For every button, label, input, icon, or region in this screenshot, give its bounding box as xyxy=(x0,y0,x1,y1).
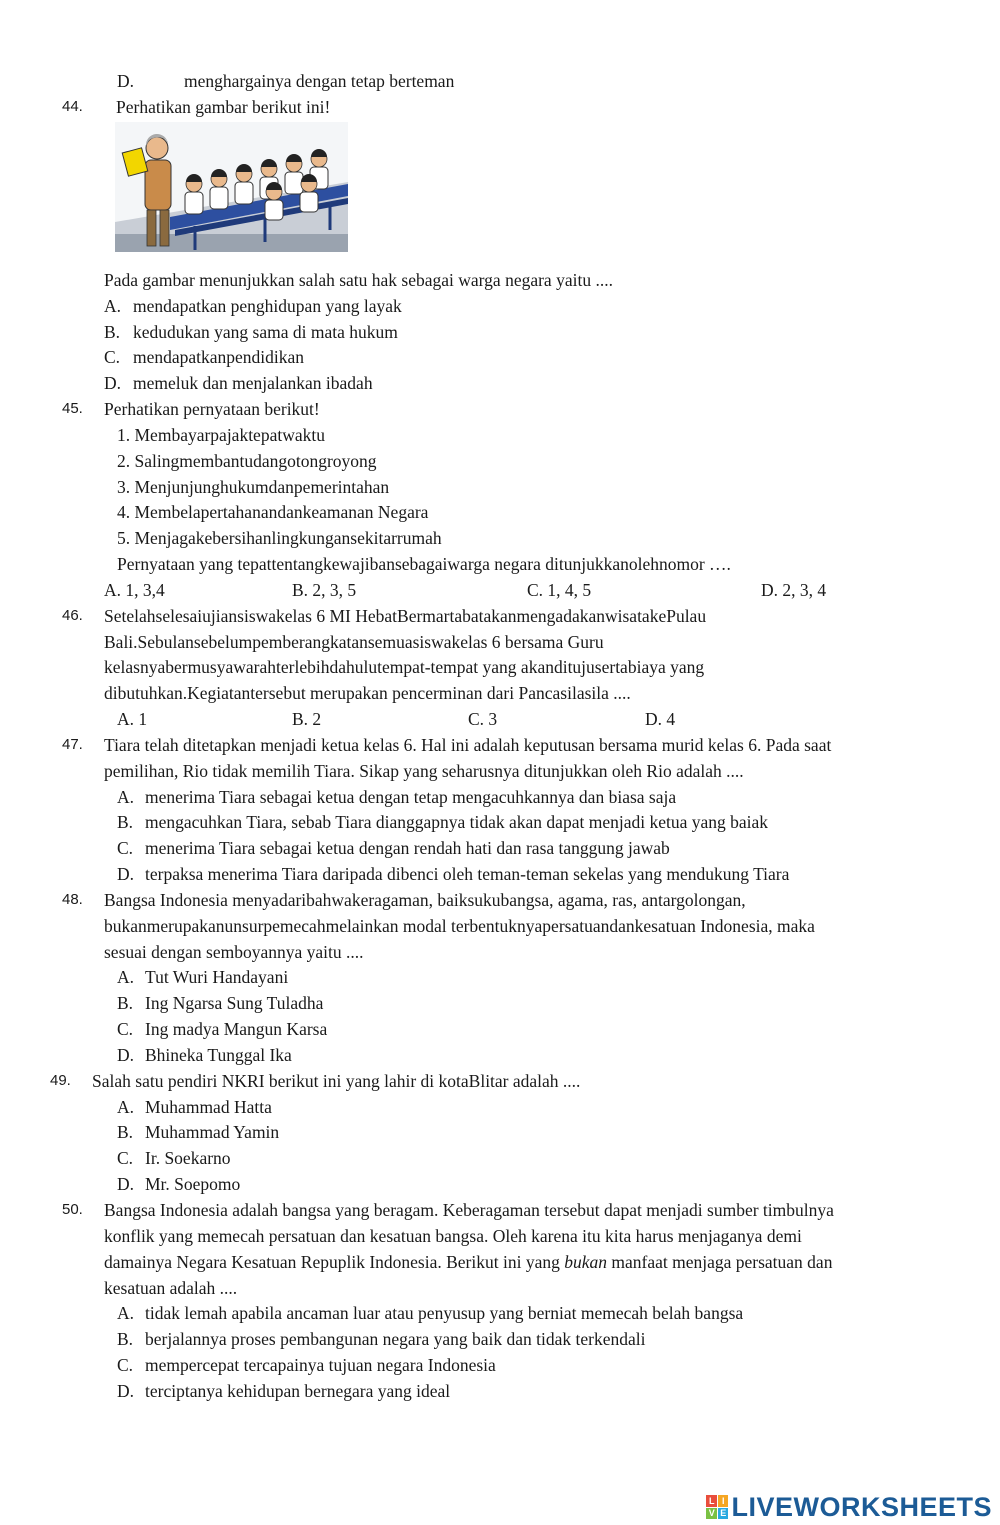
q48-option-d: Bhineka Tunggal Ika xyxy=(145,1045,292,1065)
question-44-stem: Pada gambar menunjukkan salah satu hak sebagai warga negara yaitu .... xyxy=(104,270,613,290)
question-46-line-2: Bali.Sebulansebelumpemberangkatansemuasiswakelas 6 bersama Guru xyxy=(104,632,604,652)
q49-option-d: Mr. Soepomo xyxy=(145,1174,241,1194)
question-46-line-3: kelasnyabermusyawarahterlebihdahulutempat-tempat yang akanditujusertabiaya yang xyxy=(104,657,705,677)
q47-option-d-label: D. xyxy=(117,864,135,884)
q47-option-c: menerima Tiara sebagai ketua dengan rendah hati dan rasa tanggung jawab xyxy=(145,838,670,858)
question-47-line-1: Tiara telah ditetapkan menjadi ketua kelas 6. Hal ini adalah keputusan bersama murid kelas 6. Pada saat xyxy=(104,735,832,755)
q50-option-a-label: A. xyxy=(117,1303,135,1323)
q50-option-c: mempercepat tercapainya tujuan negara Indonesia xyxy=(145,1355,496,1375)
q44-option-d-label: D. xyxy=(104,373,122,393)
question-number-45: 45. xyxy=(62,400,83,417)
q49-option-a-label: A. xyxy=(117,1097,135,1117)
q47-option-b-label: B. xyxy=(117,812,134,832)
question-48-line-2: bukanmerupakanunsurpemecahmelainkan modal terbentuknyapersatuandankesatuan Indonesia, maka xyxy=(104,916,815,936)
logo-letter-e: E xyxy=(718,1508,729,1520)
q49-option-b: Muhammad Yamin xyxy=(145,1122,280,1142)
question-46-line-4: dibutuhkan.Kegiatantersebut merupakan pencerminan dari Pancasilasila .... xyxy=(104,683,631,703)
liveworksheets-text: LIVEWORKSHEETS xyxy=(731,1491,992,1522)
logo-letter-i: I xyxy=(718,1495,729,1507)
q45-item-3: 3. Menjunjunghukumdanpemerintahan xyxy=(117,477,390,497)
q45-option-c: C. 1, 4, 5 xyxy=(527,580,592,600)
q47-option-b: mengacuhkan Tiara, sebab Tiara dianggapnya tidak akan dapat menjadi ketua yang baiak xyxy=(145,812,769,832)
q46-option-d: D. 4 xyxy=(645,709,676,729)
q50-option-a: tidak lemah apabila ancaman luar atau penyusup yang berniat memecah belah bangsa xyxy=(145,1303,744,1323)
q46-option-a: A. 1 xyxy=(117,709,148,729)
question-50-line-3-head: damainya Negara Kesatuan Repuplik Indonesia. Berikut ini yang xyxy=(104,1252,560,1272)
q48-option-c: Ing madya Mangun Karsa xyxy=(145,1019,328,1039)
q45-item-2: 2. Salingmembantudangotongroyong xyxy=(117,451,377,471)
question-49-stem: Salah satu pendiri NKRI berikut ini yang lahir di kotaBlitar adalah .... xyxy=(92,1071,581,1091)
question-48-line-3: sesuai dengan semboyannya yaitu .... xyxy=(104,942,364,962)
q50-option-d-label: D. xyxy=(117,1381,135,1401)
q45-option-b: B. 2, 3, 5 xyxy=(292,580,357,600)
q48-option-a: Tut Wuri Handayani xyxy=(145,967,289,987)
question-50-line-3 xyxy=(104,1251,832,1273)
q50-option-b-label: B. xyxy=(117,1329,134,1349)
q45-item-5: 5. Menjagakebersihanlingkungansekitarrumah xyxy=(117,528,442,548)
question-44-intro: Perhatikan gambar berikut ini! xyxy=(116,97,331,117)
q47-option-c-label: C. xyxy=(117,838,134,858)
logo-letter-v: V xyxy=(706,1508,717,1520)
option-label: D. xyxy=(117,71,135,91)
q50-option-c-label: C. xyxy=(117,1355,134,1375)
question-47-line-2: pemilihan, Rio tidak memilih Tiara. Sikap yang seharusnya ditunjukkan oleh Rio adalah .... xyxy=(104,761,744,781)
question-45-intro: Perhatikan pernyataan berikut! xyxy=(104,399,320,419)
q49-option-b-label: B. xyxy=(117,1122,134,1142)
q48-option-a-label: A. xyxy=(117,967,135,987)
q46-option-c: C. 3 xyxy=(468,709,498,729)
q48-option-b: Ing Ngarsa Sung Tuladha xyxy=(145,993,324,1013)
q44-option-a-label: A. xyxy=(104,296,122,316)
classroom-illustration xyxy=(115,122,348,252)
question-number-48: 48. xyxy=(62,891,83,908)
q45-option-a: A. 1, 3,4 xyxy=(104,580,165,600)
q47-option-d: terpaksa menerima Tiara daripada dibenci oleh teman-teman sekelas yang mendukung Tiara xyxy=(145,864,790,884)
question-50-line-1: Bangsa Indonesia adalah bangsa yang beragam. Keberagaman tersebut dapat menjadi sumber timbulnya xyxy=(104,1200,834,1220)
option-text: menghargainya dengan tetap berteman xyxy=(184,71,455,91)
question-45-stem: Pernyataan yang tepattentangkewajibansebagaiwarga negara ditunjukkanolehnomor …. xyxy=(117,554,731,574)
liveworksheets-watermark xyxy=(706,1489,992,1525)
question-number-50: 50. xyxy=(62,1201,83,1218)
q48-option-d-label: D. xyxy=(117,1045,135,1065)
q48-option-b-label: B. xyxy=(117,993,134,1013)
question-50-emphasis: bukan xyxy=(564,1252,607,1272)
question-number-44: 44. xyxy=(62,98,83,115)
q50-option-b: berjalannya proses pembangunan negara yang baik dan tidak terkendali xyxy=(145,1329,646,1349)
q44-option-a: mendapatkan penghidupan yang layak xyxy=(133,296,402,316)
q44-option-d: memeluk dan menjalankan ibadah xyxy=(133,373,373,393)
question-50-line-3-tail: manfaat menjaga persatuan dan xyxy=(611,1252,833,1272)
q49-option-c-label: C. xyxy=(117,1148,134,1168)
logo-letter-l: L xyxy=(706,1495,717,1507)
question-number-49: 49. xyxy=(50,1072,71,1089)
liveworksheets-logo-icon xyxy=(706,1495,728,1519)
q45-item-4: 4. Membelapertahanandankeamanan Negara xyxy=(117,502,429,522)
q44-option-b-label: B. xyxy=(104,322,121,342)
question-46-line-1: Setelahselesaiujiansiswakelas 6 MI HebatBermartabatakanmengadakanwisatakePulau xyxy=(104,606,707,626)
q50-option-d: terciptanya kehidupan bernegara yang ideal xyxy=(145,1381,451,1401)
q45-item-1: 1. Membayarpajaktepatwaktu xyxy=(117,425,325,445)
q48-option-c-label: C. xyxy=(117,1019,134,1039)
q49-option-d-label: D. xyxy=(117,1174,135,1194)
q46-option-b: B. 2 xyxy=(292,709,322,729)
question-50-line-4: kesatuan adalah .... xyxy=(104,1278,238,1298)
q44-option-b: kedudukan yang sama di mata hukum xyxy=(133,322,398,342)
q47-option-a-label: A. xyxy=(117,787,135,807)
question-number-46: 46. xyxy=(62,607,83,624)
question-50-line-2: konflik yang memecah persatuan dan kesatuan bangsa. Oleh karena itu kita harus menjaganya demi xyxy=(104,1226,802,1246)
question-48-line-1: Bangsa Indonesia menyadaribahwakeragaman, baiksukubangsa, agama, ras, antargolongan, xyxy=(104,890,746,910)
question-number-47: 47. xyxy=(62,736,83,753)
q44-option-c-label: C. xyxy=(104,347,121,367)
q44-option-c: mendapatkanpendidikan xyxy=(133,347,305,367)
q47-option-a: menerima Tiara sebagai ketua dengan tetap mengacuhkannya dan biasa saja xyxy=(145,787,677,807)
q49-option-c: Ir. Soekarno xyxy=(145,1148,231,1168)
q45-option-d: D. 2, 3, 4 xyxy=(761,580,827,600)
q49-option-a: Muhammad Hatta xyxy=(145,1097,272,1117)
